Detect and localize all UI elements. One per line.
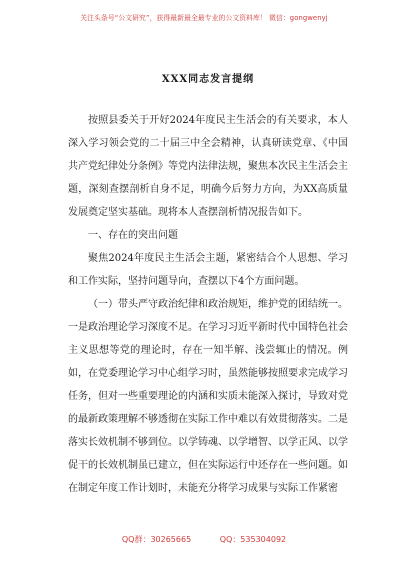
paragraph-summary: 聚焦2024年度民主生活会主题，紧密结合个人思想、学习和工作实际，坚持问题导向，查摆以下4个方面问题。 (68, 253, 348, 287)
document-page (68, 60, 348, 500)
footer-qq-group: QQ群：30265665 (121, 535, 192, 544)
footer-qq-number: QQ：535304092 (219, 535, 287, 544)
footer-contacts (0, 534, 408, 545)
header-promo-note: 关注头条号“公文研究”，获得最新最全最专业的公文资料库！ 微信：gongwenyj (80, 14, 328, 22)
document-title: XXX同志发言提纲 (161, 74, 255, 85)
paragraph-intro: 按照县委关于开好2024年度民主生活会的有关要求，本人深入学习领会党的二十届三中全会精神，认真研读党章、《中国共产党纪律处分条例》等党内法律法规，聚焦本次民主生活会主题，深刻查摆剖析自身不足，明确今后努力方向，为XX高质量发展奠定坚实基础。现将本人查摆剖析情况报告如下。 (68, 115, 348, 218)
section-heading: 一、存在的突出问题 (88, 230, 178, 241)
paragraph-subsection-1: （一）带头严守政治纪律和政治规矩，维护党的团结统一。一是政治理论学习深度不足。在学习习近平新时代中国特色社会主义思想等党的理论时，存在一知半解、浅尝辄止的情况。例如，在党委理论学习中心组学习时，虽然能够按照要求完成学习任务，但对一些重要理论的内涵和实质未能深入探讨，导致对党的最新政策理解不够透彻在实际工作中难以有效贯彻落实。二是落实长效机制不够到位。以学铸魂、以学增智、以学正风、以学促干的长效机制虽已建立，但在实际运行中还存在一些问题。如在制定年度工作计划时，未能充分将学习成果与实际工作紧密 (68, 299, 348, 494)
